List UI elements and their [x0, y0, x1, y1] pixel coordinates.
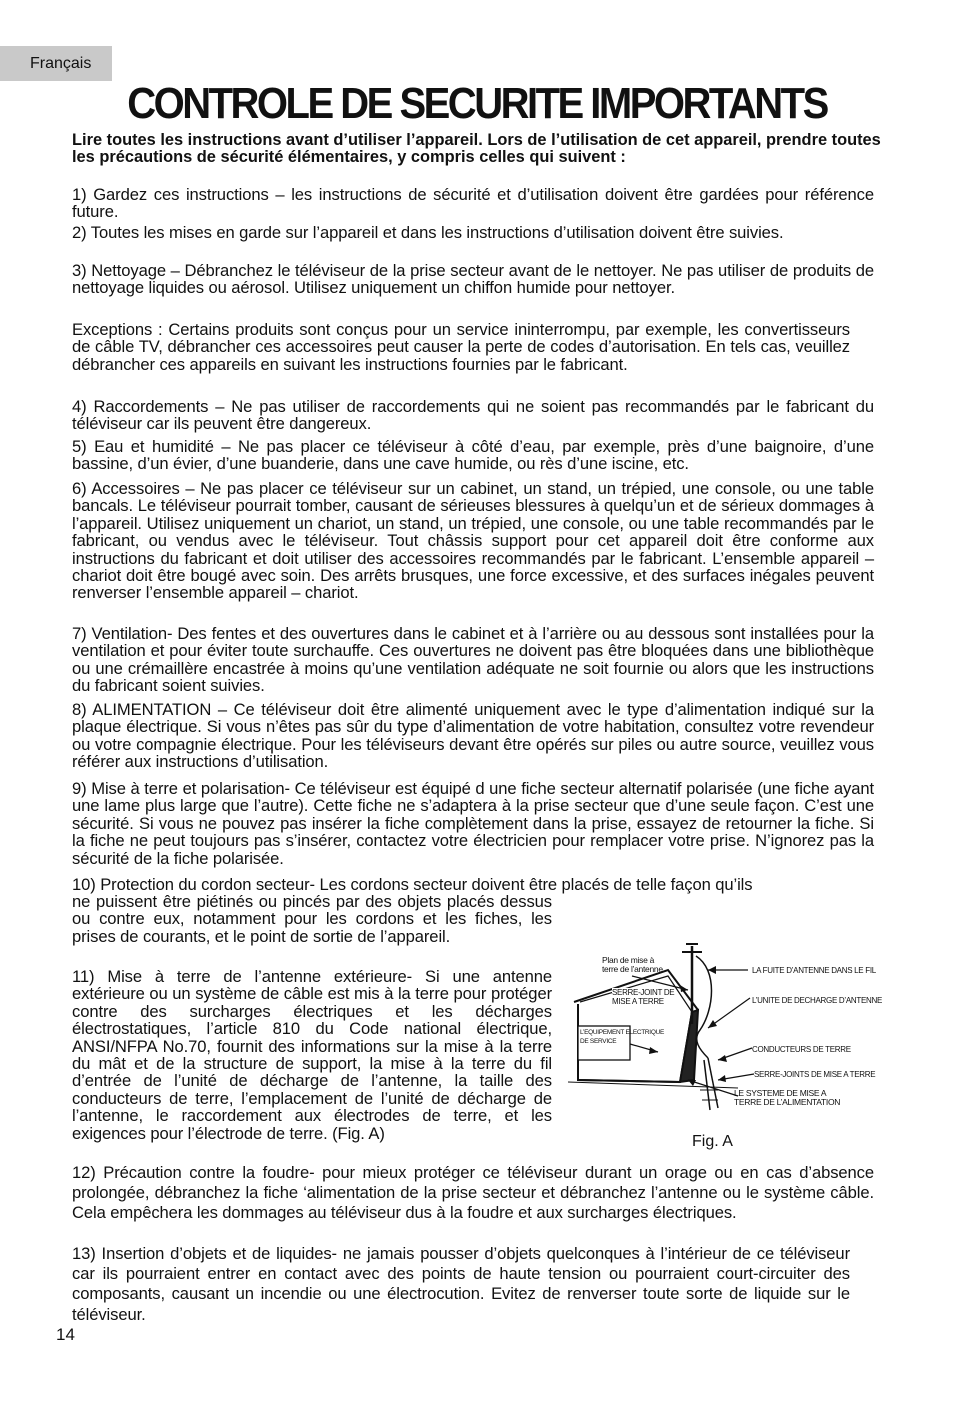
instruction-10-first-line: 10) Protection du cordon secteur- Les cordons secteur doivent être placés de telle façon qu’ils [72, 875, 753, 894]
instruction-9: 9) Mise à terre et polarisation- Ce téléviseur est équipé d une fiche secteur alternatif polarisée (une fiche ayant une lame plus large que l’autre). Cette fiche ne s’adaptera à la prise secteur que d’une seule façon. C’est une sécurité. Si vous ne pouvez pas insérer la fiche complètement dans la prise, essayez de retourner la fiche. Si la fiche ne peut toujours pas s’insérer, contactez votre électricien pour remplacer votre prise. N’ignorez pas la sécurité de la fiche polarisée. [72, 779, 874, 868]
figure-caption: Fig. A [692, 1133, 733, 1150]
page-title: CONTROLE DE SECURITE IMPORTANTS [127, 80, 827, 128]
label-ground-conductors: CONDUCTEURS DE TERRE [752, 1045, 851, 1054]
label-lead-in-wire: LA FUITE D’ANTENNE DANS LE FIL [752, 966, 876, 975]
instruction-3: 3) Nettoyage – Débranchez le téléviseur de la prise secteur avant de le nettoyer. Ne pas utiliser de produits de nettoyage liquides ou aérosol. Utilisez uniquement un chiffon humide pour nettoyer. [72, 261, 874, 298]
label-ground-clamp: SERRE-JOINT DE MISE A TERRE [612, 988, 675, 1006]
label-power-grounding-system: LE SYSTEME DE MISE A TERRE DE L’ALIMENTATION [734, 1088, 841, 1107]
instruction-11: 11) Mise à terre de l’antenne extérieure- Si une antenne extérieure ou un système de câble est mis à la terre pour protéger contre des surcharges électriques et les décharges électrostatiques, l’article 810 du Code national électrique, ANSI/NFPA No.70, fournit des informations sur la mise à la terre du mât et de la structure de support, la mise à la terre du fil d’entrée de l’unité de décharge de l’antenne, la taille des conducteurs de terre, l’emplacement de l’unité de décharge de l’antenne, le raccordement aux électrodes de terre, et les exigences pour l’électrode de terre. (Fig. A) [72, 967, 552, 1143]
antenna-grounding-figure [568, 940, 888, 1160]
instruction-7: 7) Ventilation- Des fentes et des ouvertures dans le cabinet et à l’arrière ou au dessous sont installées pour la ventilation et pour éviter toute surchauffe. Ces ouvertures ne doivent pas être bloquées dans une bibliothèque ou une crémaillère encastrée à moins qu’une ventilation adéquate ne soit fournie ou alors que les instructions du fabricant soient suivies. [72, 624, 874, 696]
instruction-2: 2) Toutes les mises en garde sur l’appareil et dans les instructions d’utilisation doivent être suivies. [72, 223, 784, 242]
label-discharge-unit: L’UNITE DE DECHARGE D’ANTENNE [752, 996, 882, 1005]
instruction-exceptions: Exceptions : Certains produits sont conçus pour un service ininterrompu, par exemple, les convertisseurs de câble TV, débrancher ces accessoires peut causer la perte de codes d’autorisation. En tels cas, veuillez débrancher ces appareils en suivant les instructions fournies par le fabricant. [72, 320, 850, 374]
label-ground-clamps: SERRE-JOINTS DE MISE A TERRE [754, 1070, 876, 1079]
label-antenna-plan: Plan de mise à terre de l’antenne [602, 955, 663, 974]
instruction-5: 5) Eau et humidité – Ne pas placer ce téléviseur à côté d’eau, par exemple, près d’une baignoire, d’une bassine, d’un évier, d’une buanderie, dans une cave humide, ou rès d’une iscine, etc. [72, 437, 874, 474]
instruction-4: 4) Raccordements – Ne pas utiliser de raccordements qui ne soient pas recommandés par le fabricant du téléviseur car ils peuvent être dangereux. [72, 397, 874, 434]
instruction-10: ne puissent être piétinés ou pincés par des objets placés dessus ou contre eux, notamment pour les cordons et les fiches, les prises de courants, et le point de sortie de l’appareil. [72, 892, 552, 946]
intro-text: Lire toutes les instructions avant d’utiliser l’appareil. Lors de l’utilisation de cet appareil, prendre toutes les précautions de sécurité élémentaires, y compris celles qui suivent : [72, 131, 881, 166]
label-service-equipment: L’EQUIPEMENT ELECTRIQUE DE SERVICE [580, 1029, 665, 1045]
instruction-6: 6) Accessoires – Ne pas placer ce téléviseur sur un cabinet, un stand, un trépied, une console, ou une table bancals. Le téléviseur pourrait tomber, causant de sérieuses blessures à quelqu’un et de sérieux dommages à l’appareil. Utilisez uniquement un chariot, un stand, un trépied, une console, ou une table recommandés par le fabricant, ou vendus avec le téléviseur. Tout châssis support pour cet appareil doit être conforme aux instructions du fabricant et doit utiliser des accessoires recommandés par le fabricant. L’ensemble appareil – chariot doit être bougé avec soin. Des arrêts brusques, une force excessive, et des surfaces inégales peuvent renverser l’ensemble appareil – chariot. [72, 479, 874, 603]
instruction-12: 12) Précaution contre la foudre- pour mieux protéger ce téléviseur durant un orage ou en cas d’absence prolongée, débranchez la fiche ‘alimentation de la prise secteur et débranchez l’antenne ou le système câble. Cela empêchera les dommages au téléviseur dus à la foudre et aux surcharges électriques. [72, 1163, 874, 1223]
instruction-8: 8) ALIMENTATION – Ce téléviseur doit être alimenté uniquement avec le type d’alimentation indiqué sur la plaque électrique. Si vous n’êtes pas sûr du type d’alimentation de votre habitation, consultez votre revendeur ou votre compagnie électrique. Pour les téléviseurs devant être opérés sur piles ou autre source, veuillez vous référer aux instructions d’utilisation. [72, 700, 874, 772]
instruction-1: 1) Gardez ces instructions – les instructions de sécurité et d’utilisation doivent être gardées pour référence future. [72, 185, 874, 222]
instruction-13: 13) Insertion d’objets et de liquides- ne jamais pousser d’objets quelconques à l’intérieur de ce téléviseur car ils pourraient entrer en contact avec des points de haute tension ou pourraient court-circuiter des composants, causant un incendie ou une électrocution. Evitez de renverser toute sorte de liquide sur le téléviseur. [72, 1244, 850, 1324]
page-number: 14 [56, 1325, 75, 1344]
language-tab: Français [0, 46, 112, 81]
